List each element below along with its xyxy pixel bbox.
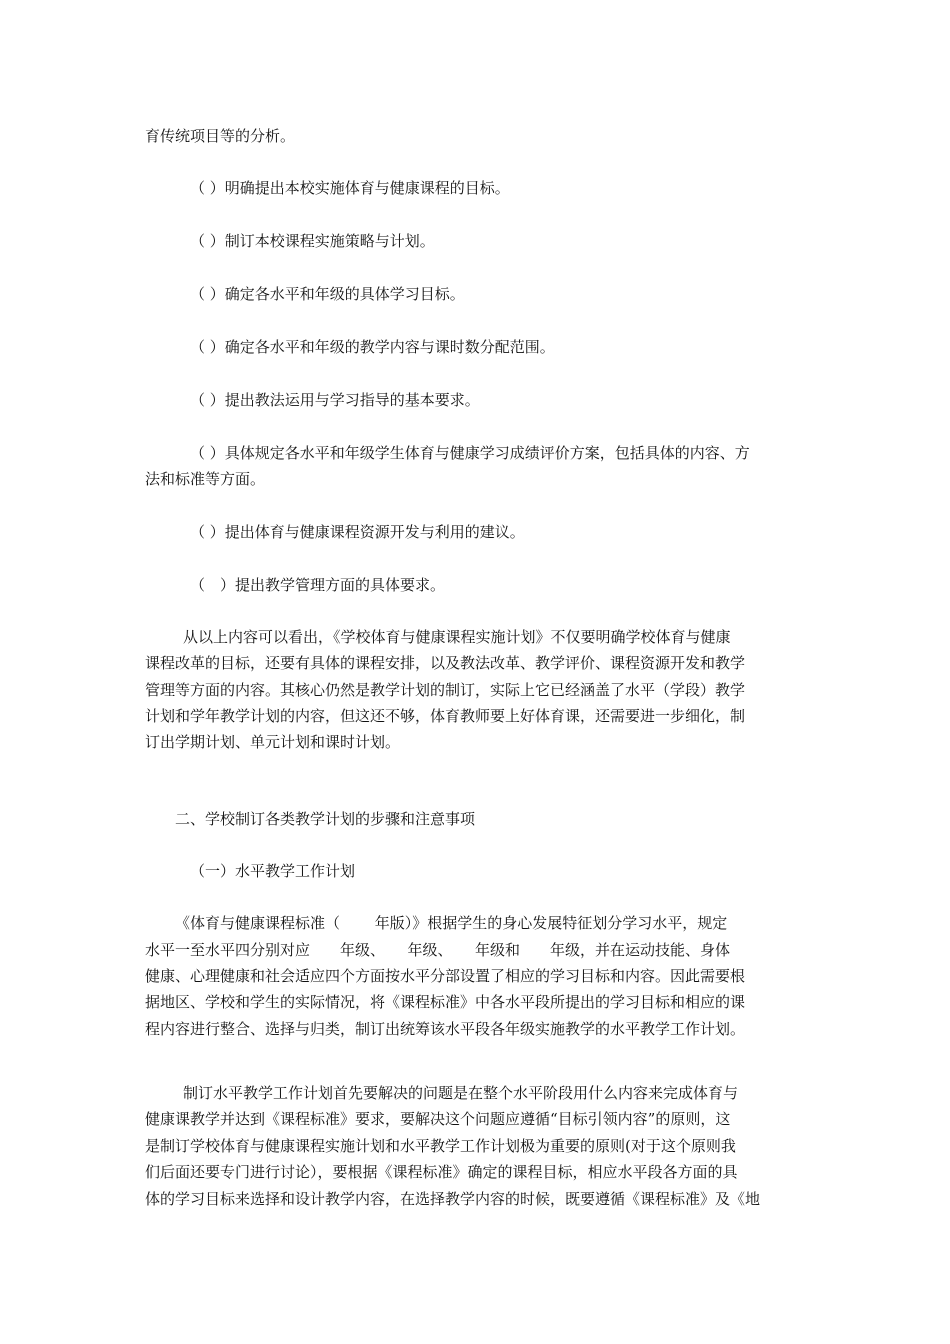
paragraph-line: 管理等方面的内容。其核心仍然是教学计划的制订，实际上它已经涵盖了水平（学段）教学: [145, 681, 746, 699]
list-item: （ ）确定各水平和年级的具体学习目标。: [190, 285, 465, 303]
paragraph-line: 健康课教学并达到《课程标准》要求，要解决这个问题应遵循“目标引领内容”的原则，这: [145, 1110, 731, 1128]
list-item-continuation: 法和标准等方面。: [145, 470, 266, 488]
list-item: （ ）提出教法运用与学习指导的基本要求。: [190, 391, 480, 409]
paragraph-line: 是制订学校体育与健康课程实施计划和水平教学工作计划极为重要的原则(对于这个原则我: [145, 1137, 736, 1155]
paragraph-line: 制订水平教学工作计划首先要解决的问题是在整个水平阶段用什么内容来完成体育与: [183, 1084, 739, 1102]
paragraph-line: 水平一至水平四分别对应 年级、 年级、 年级和 年级，并在运动技能、身体: [145, 941, 731, 959]
paragraph-line: 计划和学年教学计划的内容，但这还不够，体育教师要上好体育课，还需要进一步细化，制: [145, 707, 746, 725]
paragraph-line: 课程改革的目标，还要有具体的课程安排，以及教法改革、教学评价、课程资源开发和教学: [145, 654, 746, 672]
list-item: （ ）制订本校课程实施策略与计划。: [190, 232, 435, 250]
paragraph-line: 从以上内容可以看出，《学校体育与健康课程实施计划》不仅要明确学校体育与健康: [183, 628, 731, 646]
list-item: （ ）确定各水平和年级的教学内容与课时数分配范围。: [190, 338, 555, 356]
subsection-heading: （一）水平教学工作计划: [190, 862, 356, 880]
paragraph-line: 《体育与健康课程标准（ 年版）》根据学生的身心发展特征划分学习水平，规定: [175, 914, 728, 932]
paragraph-line: 健康、心理健康和社会适应四个方面按水平分部设置了相应的学习目标和内容。因此需要根: [145, 967, 746, 985]
paragraph-line: 订出学期计划、单元计划和课时计划。: [145, 733, 401, 751]
list-item: （ ）具体规定各水平和年级学生体育与健康学习成绩评价方案，包括具体的内容、方: [190, 444, 750, 462]
list-item: （ ）明确提出本校实施体育与健康课程的目标。: [190, 179, 510, 197]
paragraph-line: 据地区、学校和学生的实际情况，将《课程标准》中各水平段所提出的学习目标和相应的课: [145, 993, 746, 1011]
paragraph-continuation: 育传统项目等的分析。: [145, 127, 296, 145]
list-item: （ ）提出教学管理方面的具体要求。: [190, 576, 446, 594]
paragraph-line: 们后面还要专门进行讨论），要根据《课程标准》确定的课程目标，相应水平段各方面的具: [145, 1163, 738, 1181]
list-item: （ ）提出体育与健康课程资源开发与利用的建议。: [190, 523, 525, 541]
paragraph-line: 体的学习目标来选择和设计教学内容，在选择教学内容的时候，既要遵循《课程标准》及《地: [145, 1190, 761, 1208]
section-heading: 二、学校制订各类教学计划的步骤和注意事项: [175, 810, 476, 828]
paragraph-line: 程内容进行整合、选择与归类，制订出统筹该水平段各年级实施教学的水平教学工作计划。: [145, 1020, 746, 1038]
